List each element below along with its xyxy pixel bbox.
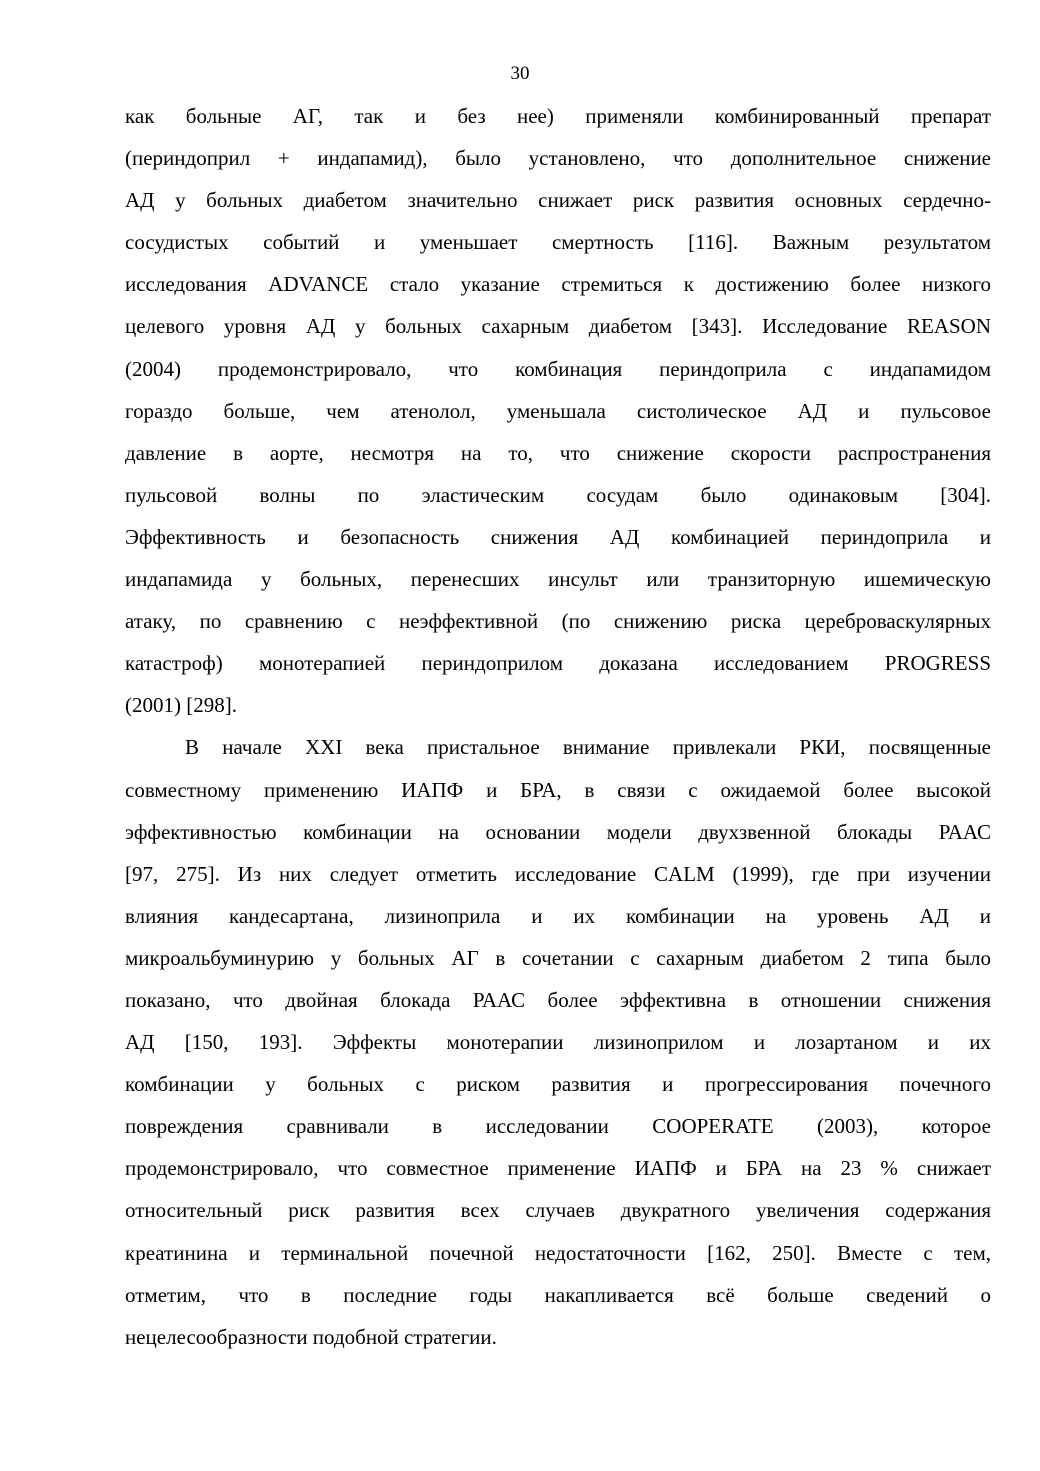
text-line: исследования ADVANCE стало указание стремиться к достижению более низкого <box>125 272 991 297</box>
text-line: (периндоприл + индапамид), было установлено, что дополнительное снижение <box>125 146 991 171</box>
text-line: гораздо больше, чем атенолол, уменьшала систолическое АД и пульсовое <box>125 398 991 423</box>
body-text <box>125 95 991 1358</box>
text-line: Эффективность и безопасность снижения АД комбинацией периндоприла и <box>125 524 991 549</box>
text-line: комбинации у больных с риском развития и прогрессирования почечного <box>125 1072 991 1097</box>
text-line: атаку, по сравнению с неэффективной (по снижению риска цереброваскулярных <box>125 609 991 634</box>
text-line: В начале XXI века пристальное внимание привлекали РКИ, посвященные <box>185 735 991 760</box>
text-line: индапамида у больных, перенесших инсульт или транзиторную ишемическую <box>125 567 991 592</box>
text-line: АД [150, 193]. Эффекты монотерапии лизиноприлом и лозартаном и их <box>125 1030 991 1055</box>
text-line: давление в аорте, несмотря на то, что снижение скорости распространения <box>125 440 991 465</box>
text-line: катастроф) монотерапией периндоприлом доказана исследованием PROGRESS <box>125 651 991 676</box>
text-line: относительный риск развития всех случаев двукратного увеличения содержания <box>125 1198 991 1223</box>
text-line: (2004) продемонстрировало, что комбинация периндоприла с индапамидом <box>125 356 991 381</box>
text-line: продемонстрировало, что совместное применение ИАПФ и БРА на 23 % снижает <box>125 1156 991 1181</box>
text-line: показано, что двойная блокада РААС более эффективна в отношении снижения <box>125 987 991 1012</box>
text-line: отметим, что в последние годы накапливается всё больше сведений о <box>125 1282 991 1307</box>
paragraph <box>125 95 991 726</box>
text-line: сосудистых событий и уменьшает смертность [116]. Важным результатом <box>125 230 991 255</box>
text-line: влияния кандесартана, лизиноприла и их комбинации на уровень АД и <box>125 903 991 928</box>
text-line: пульсовой волны по эластическим сосудам было одинаковым [304]. <box>125 482 991 507</box>
text-line: эффективностью комбинации на основании модели двухзвенной блокады РААС <box>125 819 991 844</box>
text-line: [97, 275]. Из них следует отметить исследование CALM (1999), где при изучении <box>125 861 991 886</box>
text-line: АД у больных диабетом значительно снижает риск развития основных сердечно- <box>125 188 991 213</box>
text-line: (2001) [298]. <box>125 693 237 718</box>
text-line: нецелесообразности подобной стратегии. <box>125 1324 497 1349</box>
paragraph <box>125 726 991 1357</box>
text-line: целевого уровня АД у больных сахарным диабетом [343]. Исследование REASON <box>125 314 991 339</box>
page-number: 30 <box>510 63 530 84</box>
text-line: креатинина и терминальной почечной недостаточности [162, 250]. Вместе с тем, <box>125 1240 991 1265</box>
text-line: как больные АГ, так и без нее) применяли комбинированный препарат <box>125 104 991 128</box>
text-line: повреждения сравнивали в исследовании COOPERATE (2003), которое <box>125 1114 991 1139</box>
text-line: совместному применению ИАПФ и БРА, в связи с ожидаемой более высокой <box>125 777 991 802</box>
text-line: микроальбуминурию у больных АГ в сочетании с сахарным диабетом 2 типа было <box>125 945 991 970</box>
